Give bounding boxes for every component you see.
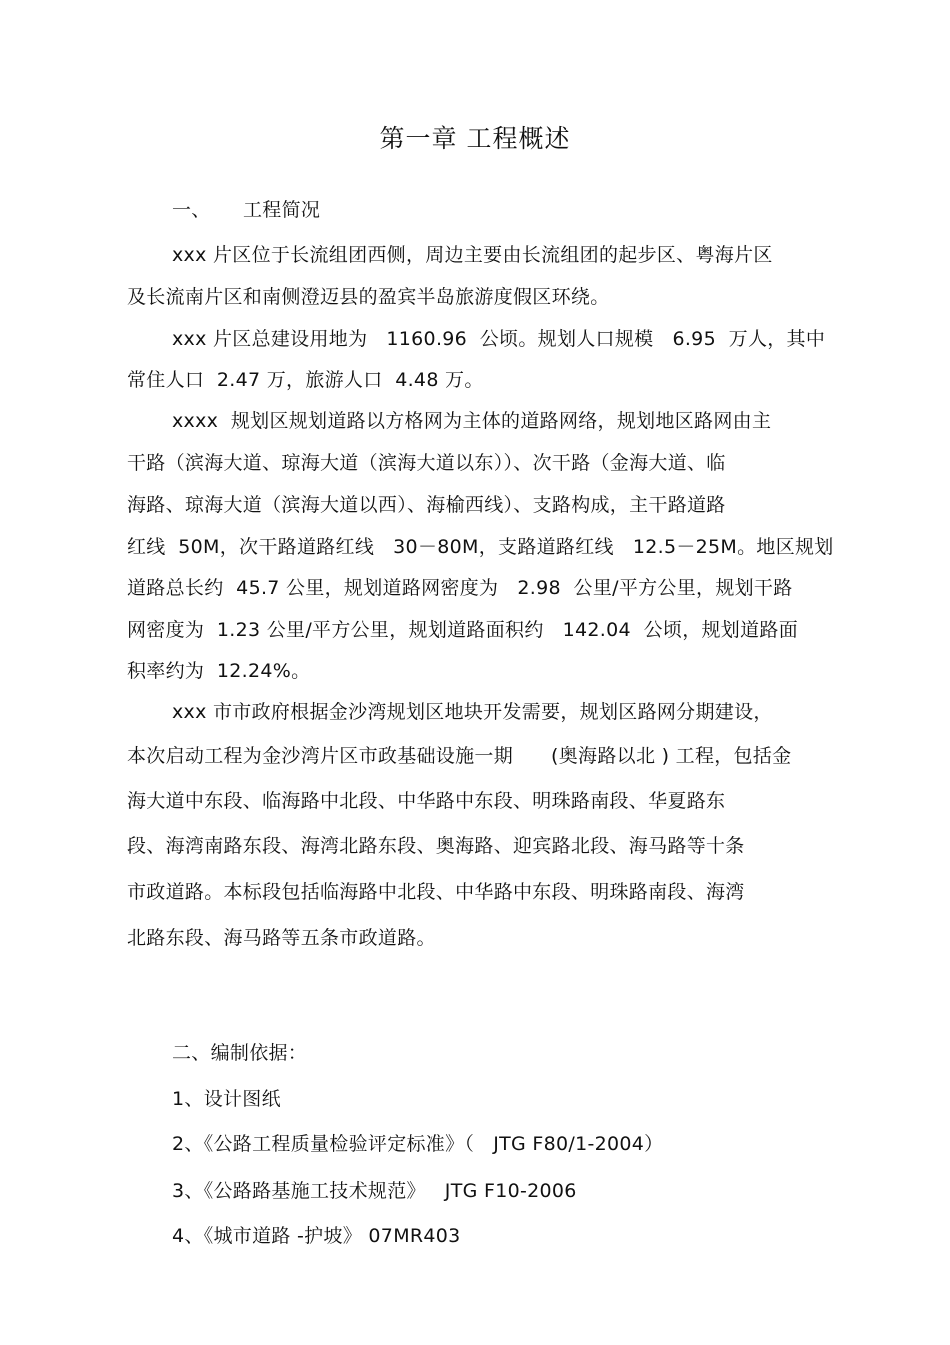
para3-line: 干路（滨海大道、琼海大道（滨海大道以东））、次干路（金海大道、临 [127,452,726,474]
basis-item: 4、《城市道路 -护坡》 07MR403 [172,1225,461,1247]
para3-line: 道路总长约 45.7 公里，规划道路网密度为 2.98 公里/平方公里，规划干路 [127,577,793,599]
para4-line: 海大道中东段、临海路中北段、中华路中东段、明珠路南段、华夏路东 [127,790,726,812]
para3-line: 网密度为 1.23 公里/平方公里，规划道路面积约 142.04 公顷，规划道路面 [127,619,799,641]
section2-heading: 二、编制依据： [172,1042,308,1064]
para1-line: xxx 片区位于长流组团西侧，周边主要由长流组团的起步区、粤海片区 [172,244,773,266]
basis-item: 2、《公路工程质量检验评定标准》（ JTG F80/1-2004） [172,1133,664,1155]
para4-line: 北路东段、海马路等五条市政道路。 [127,927,436,949]
basis-item: 1、设计图纸 [172,1088,281,1110]
para3-line: 红线 50M，次干路道路红线 30－80M，支路道路红线 12.5－25M。地区规划 [127,536,834,558]
para1-line: 及长流南片区和南侧澄迈县的盈宾半岛旅游度假区环绕。 [127,286,610,308]
para4-line: 市政道路。本标段包括临海路中北段、中华路中东段、明珠路南段、海湾 [127,881,745,903]
para3-line: xxxx 规划区规划道路以方格网为主体的道路网络，规划地区路网由主 [172,410,772,432]
para2-line: 常住人口 2.47 万，旅游人口 4.48 万。 [127,369,484,391]
para4-line: xxx 市市政府根据金沙湾规划区地块开发需要，规划区路网分期建设， [172,701,773,723]
section1-heading: 工程简况 [243,199,321,221]
basis-item: 3、《公路路基施工技术规范》 JTG F10-2006 [172,1180,577,1202]
para3-line: 海路、琼海大道（滨海大道以西）、海榆西线）、支路构成，主干路道路 [127,494,726,516]
para2-line: xxx 片区总建设用地为 1160.96 公顷。规划人口规模 6.95 万人，其中 [172,328,826,350]
section1-number: 一、 [172,199,211,221]
para4-line: 本次启动工程为金沙湾片区市政基础设施一期 (奥海路以北 ) 工程，包括金 [127,745,792,767]
para3-line: 积率约为 12.24%。 [127,660,311,682]
para4-line: 段、海湾南路东段、海湾北路东段、奥海路、迎宾路北段、海马路等十条 [127,835,745,857]
chapter-title: 第一章 工程概述 [379,124,571,153]
